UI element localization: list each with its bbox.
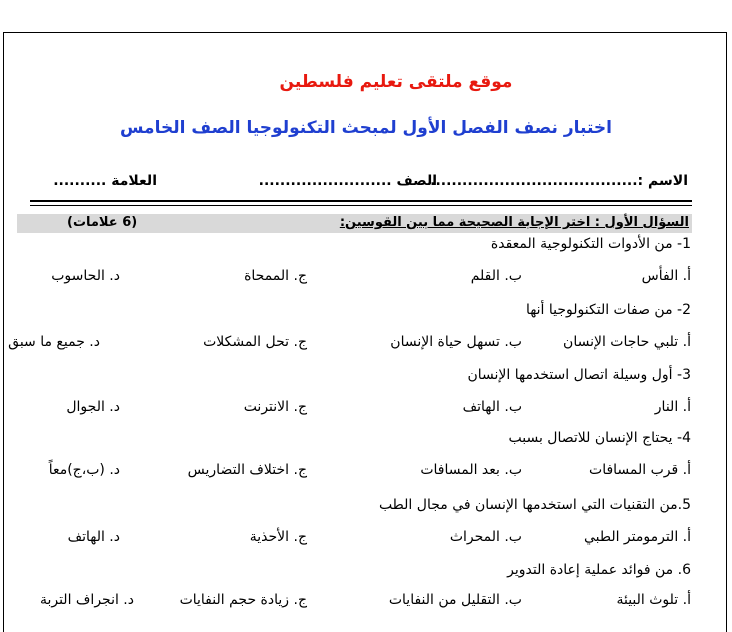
section-header bbox=[17, 214, 692, 233]
option-b: ب. القلم bbox=[470, 268, 522, 284]
question-text: 6. من فوائد عملية إعادة التدوير bbox=[507, 562, 691, 578]
site-title: موقع ملتقى تعليم فلسطين bbox=[279, 72, 513, 92]
question-text: 1- من الأدوات التكنولوجية المعقدة bbox=[490, 236, 691, 252]
question-text: 2- من صفات التكنولوجيا أنها bbox=[525, 302, 691, 318]
separator-line bbox=[30, 200, 692, 202]
option-d: د. الجوال bbox=[66, 399, 120, 415]
section-marks: (6 علامات) bbox=[67, 215, 138, 230]
separator-line-thin bbox=[30, 205, 692, 206]
question-text: 5.من التقنيات التي استخدمها الإنسان في مجال الطب bbox=[378, 497, 691, 513]
option-b: ب. تسهل حياة الإنسان bbox=[390, 334, 522, 350]
option-a: أ. الترمومتر الطبي bbox=[583, 529, 691, 545]
option-d: د. الهاتف bbox=[67, 529, 120, 545]
option-c: ج. الانترنت bbox=[243, 399, 307, 415]
option-c: ج. الأحذية bbox=[249, 529, 307, 545]
option-d: د. انجراف التربة bbox=[39, 592, 134, 608]
option-b: ب. التقليل من النفايات bbox=[388, 592, 522, 608]
question-text: 3- أول وسيلة اتصال استخدمها الإنسان bbox=[467, 367, 691, 383]
option-d: د. الحاسوب bbox=[51, 268, 120, 284]
option-b: ب. بعد المسافات bbox=[420, 462, 522, 478]
option-d: د. (ب،ج)معاً bbox=[48, 462, 120, 478]
option-a: أ. تلبي حاجات الإنسان bbox=[563, 334, 691, 350]
option-a: أ. قرب المسافات bbox=[589, 462, 691, 478]
section-title: السؤال الأول : اختر الإجابة الصحيحة مما بين القوسين: bbox=[339, 215, 689, 230]
option-d: د. جميع ما سبق bbox=[8, 334, 100, 350]
option-c: ج. زيادة حجم النفايات bbox=[179, 592, 307, 608]
option-b: ب. الهاتف bbox=[462, 399, 522, 415]
grade-field-label: العلامة .......... bbox=[53, 173, 157, 189]
name-field-label: الاسم :....................................... bbox=[430, 173, 688, 189]
option-b: ب. المحراث bbox=[449, 529, 522, 545]
question-text: 4- يحتاج الإنسان للاتصال بسبب bbox=[508, 430, 691, 446]
exam-title: اختبار نصف الفصل الأول لمبحث التكنولوجيا الصف الخامس bbox=[120, 118, 612, 138]
option-a: أ. النار bbox=[654, 399, 691, 415]
option-c: ج. تحل المشكلات bbox=[203, 334, 307, 350]
option-a: أ. الفأس bbox=[641, 268, 691, 284]
option-c: ج. اختلاف التضاريس bbox=[187, 462, 307, 478]
option-c: ج. الممحاة bbox=[244, 268, 307, 284]
option-a: أ. تلوث البيئة bbox=[616, 592, 691, 608]
class-field-label: الصف ......................... bbox=[258, 173, 437, 189]
